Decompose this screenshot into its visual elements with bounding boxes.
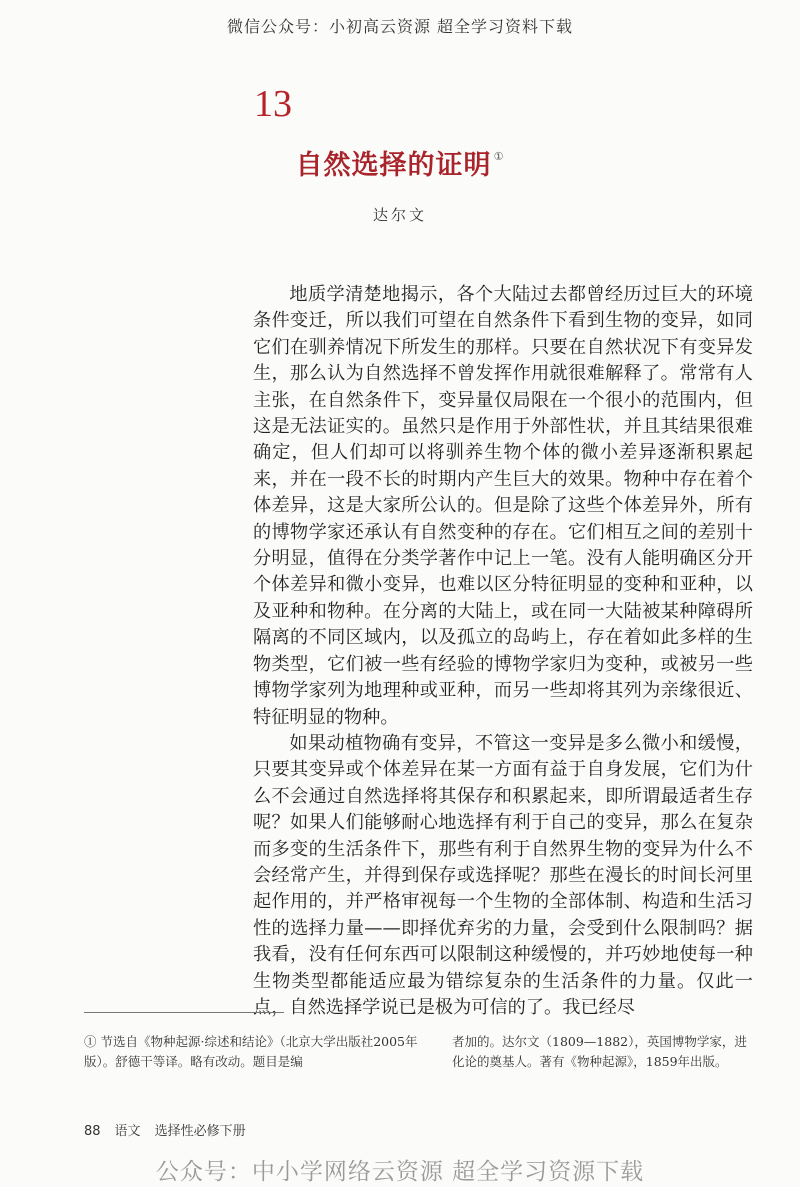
subject-label: 语文 [114, 1124, 141, 1139]
footnote-marker[interactable]: ① [493, 150, 505, 163]
book-label: 选择性必修下册 [154, 1124, 246, 1139]
title-text: 自然选择的证明 [295, 150, 492, 181]
page-footer [84, 1120, 260, 1139]
bottom-watermark: 公众号：中小学网络云资源 超全学习资源下载 [155, 1159, 645, 1185]
lesson-number: 13 [254, 83, 292, 125]
paragraph-2: 如果动植物确有变异，不管这一变异是多么微小和缓慢，只要其变异或个体差异在某一方面有益于自身发展，它们为什么不会通过自然选择将其保存和积累起来，即所谓最适者生存呢？如果人们能够耐心地选择有利于自己的变异，那么在复杂而多变的生活条件下，那些有利于自然界生物的变异为什么不会经常产生，并得到保存或选择呢？那些在漫长的时间长河里起作用的，并严格审视每一个生物的全部体制、构造和生活习性的选择力量——即择优弃劣的力量，会受到什么限制吗？据我看，没有任何东西可以限制这种缓慢的，并巧妙地使每一种生物类型都能适应最为错综复杂的生活条件的力量。仅此一点，自然选择学说已是极为可信的了。我已经尽 [253, 732, 753, 1018]
top-banner: 微信公众号：小初高云资源 超全学习资料下载 [226, 17, 574, 36]
paragraph-1: 地质学清楚地揭示，各个大陆过去都曾经历过巨大的环境条件变迁，所以我们可望在自然条件下看到生物的变异，如同它们在驯养情况下所发生的那样。只要在自然状况下有变异发生，那么认为自然选择不曾发挥作用就很难解释了。常常有人主张，在自然条件下，变异量仅局限在一个很小的范围内，但这是无法证实的。虽然只是作用于外部性状，并且其结果很难确定，但人们却可以将驯养生物个体的微小差异逐渐积累起来，并在一段不长的时期内产生巨大的效果。物种中存在着个体差异，这是大家所公认的。但是除了这些个体差异外，所有的博物学家还承认有自然变种的存在。它们相互之间的差别十分明显，值得在分类学著作中记上一笔。没有人能明确区分开个体差异和微小变异，也难以区分特征明显的变种和亚种，以及亚种和物种。在分离的大陆上，或在同一大陆被某种障碍所隔离的不同区域内，以及孤立的岛屿上，存在着如此多样的生物类型，它们被一些有经验的博物学家归为变种，或被另一些博物学家列为地理种或亚种，而另一些却将其列为亲缘很近、特征明显的物种。 [253, 284, 753, 728]
footnote-divider [84, 1012, 284, 1013]
footnote-right: 者加的。达尔文（1809—1882），英国博物学家，进化论的奠基人。著有《物种起源》，1859年出版。 [452, 1034, 747, 1069]
page-title [0, 143, 800, 182]
author: 达尔文 [372, 206, 427, 224]
footnote-left: ① 节选自《物种起源·综述和结论》（北京大学出版社2005年版）。舒德干等译。略有改动。题目是编 [84, 1034, 418, 1069]
article-body [253, 282, 753, 1021]
page-number: 88 [84, 1124, 101, 1139]
